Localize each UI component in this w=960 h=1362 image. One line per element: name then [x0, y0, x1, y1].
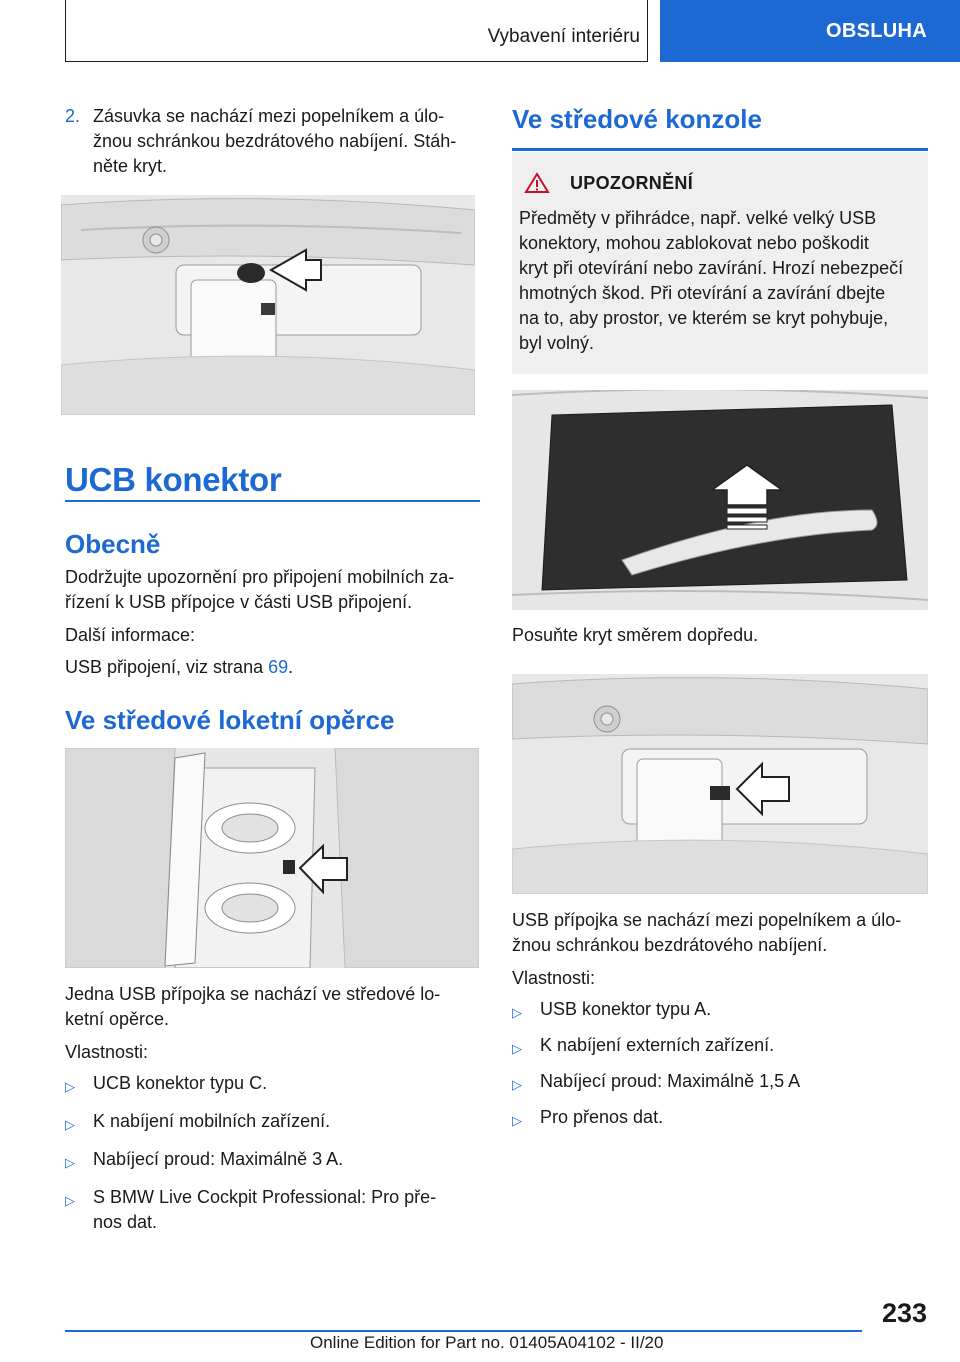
general-line: Dodržujte upozornění pro připojení mobilních za-	[65, 567, 455, 587]
reference-line	[65, 655, 293, 680]
bullet-triangle-icon: ▷	[512, 1113, 522, 1128]
console-usb-photo-2	[512, 674, 928, 894]
bullet-triangle-icon: ▷	[512, 1077, 522, 1092]
bullet-triangle-icon: ▷	[65, 1079, 75, 1094]
list-item-text: UCB konektor typu C.	[93, 1073, 268, 1093]
chapter-label: OBSLUHA	[826, 19, 927, 42]
reference-text: USB připojení, viz strana	[65, 657, 269, 677]
cover-illustration	[512, 390, 928, 610]
bullet-triangle-icon: ▷	[512, 1041, 522, 1056]
warning-title: UPOZORNĚNÍ	[570, 172, 694, 193]
warning-text	[519, 206, 903, 356]
footer-rule	[65, 1330, 862, 1332]
console-illustration	[61, 195, 475, 415]
console-properties-label: Vlastnosti:	[512, 968, 596, 988]
general-heading: Obecně	[65, 529, 161, 559]
list-item-line: nos dat.	[93, 1212, 158, 1232]
console-usb-illustration	[512, 674, 928, 894]
list-item	[512, 1069, 928, 1097]
list-item-text: USB konektor typu A.	[540, 999, 712, 1019]
list-item-text: K nabíjení mobilních zařízení.	[93, 1111, 331, 1131]
list-item-text: Nabíjecí proud: Maximálně 1,5 A	[540, 1071, 801, 1091]
reference-end: .	[288, 657, 294, 677]
title-rule	[65, 500, 480, 502]
list-item-text	[93, 1185, 436, 1235]
list-item	[512, 1033, 928, 1061]
header-chapter-tab[interactable]	[660, 0, 960, 62]
list-item-text: Pro přenos dat.	[540, 1107, 664, 1127]
console-heading: Ve středové konzole	[512, 104, 762, 134]
armrest-heading: Ve středové loketní opěrce	[65, 705, 395, 735]
warning-box	[512, 152, 928, 374]
caption-line: Jedna USB přípojka se nachází ve středové lo-	[65, 984, 441, 1004]
warning-line: Předměty v přihrádce, např. velké velký USB	[519, 208, 877, 228]
more-info-label: Další informace:	[65, 625, 196, 645]
list-item	[65, 1147, 480, 1175]
general-text	[65, 565, 454, 615]
step-text	[93, 104, 456, 179]
console-rule	[512, 148, 928, 151]
general-line: řízení k USB přípojce v části USB připojení.	[65, 592, 413, 612]
usb-caption	[512, 908, 901, 958]
header-section-title: Vybavení interiéru	[487, 26, 640, 47]
console-usb-photo-1	[61, 195, 475, 415]
warning-line: hmotných škod. Při otevírání a zavírání dbejte	[519, 283, 886, 303]
cover-caption: Posuňte kryt směrem dopředu.	[512, 625, 759, 645]
warning-line: na to, aby prostor, ve kterém se kryt pohybuje,	[519, 308, 889, 328]
step-line: žnou schránkou bezdrátového nabíjení. Stáh-	[93, 131, 457, 151]
caption-line: žnou schránkou bezdrátového nabíjení.	[512, 935, 828, 955]
list-item	[65, 1185, 480, 1235]
warning-header	[524, 172, 693, 194]
list-item	[65, 1071, 480, 1099]
warning-line: byl volný.	[519, 333, 595, 353]
armrest-illustration	[65, 748, 479, 968]
step-number: 2.	[65, 106, 81, 126]
page-number: 233	[881, 1298, 927, 1328]
step-line: něte kryt.	[93, 156, 168, 176]
warning-line: kryt při otevírání nebo zavírání. Hrozí nebezpečí	[519, 258, 904, 278]
list-item-line: S BMW Live Cockpit Professional: Pro pře-	[93, 1187, 437, 1207]
console-cover-photo	[512, 390, 928, 610]
console-properties-list	[512, 997, 928, 1133]
bullet-triangle-icon: ▷	[512, 1005, 522, 1020]
warning-triangle-icon	[524, 172, 550, 194]
armrest-properties-label: Vlastnosti:	[65, 1042, 149, 1062]
warning-line: konektory, mohou zablokovat nebo poškodit	[519, 233, 869, 253]
list-item-text: Nabíjecí proud: Maximálně 3 A.	[93, 1149, 344, 1169]
list-item	[65, 1109, 480, 1137]
armrest-usb-photo	[65, 748, 479, 968]
bullet-triangle-icon: ▷	[65, 1117, 75, 1132]
caption-line: ketní opěrce.	[65, 1009, 170, 1029]
bullet-triangle-icon: ▷	[65, 1155, 75, 1170]
footer-edition: Online Edition for Part no. 01405A04102 - II/20	[310, 1333, 664, 1352]
step-line: Zásuvka se nachází mezi popelníkem a úlo-	[93, 106, 445, 126]
caption-line: USB přípojka se nachází mezi popelníkem a úlo-	[512, 910, 902, 930]
section-title: UCB konektor	[65, 461, 282, 498]
list-item	[512, 1105, 928, 1133]
list-item	[512, 997, 928, 1025]
list-item-text: K nabíjení externích zařízení.	[540, 1035, 775, 1055]
bullet-triangle-icon: ▷	[65, 1193, 75, 1208]
armrest-properties-list	[65, 1071, 480, 1235]
reference-page-link[interactable]: 69	[268, 657, 289, 677]
armrest-caption	[65, 982, 440, 1032]
